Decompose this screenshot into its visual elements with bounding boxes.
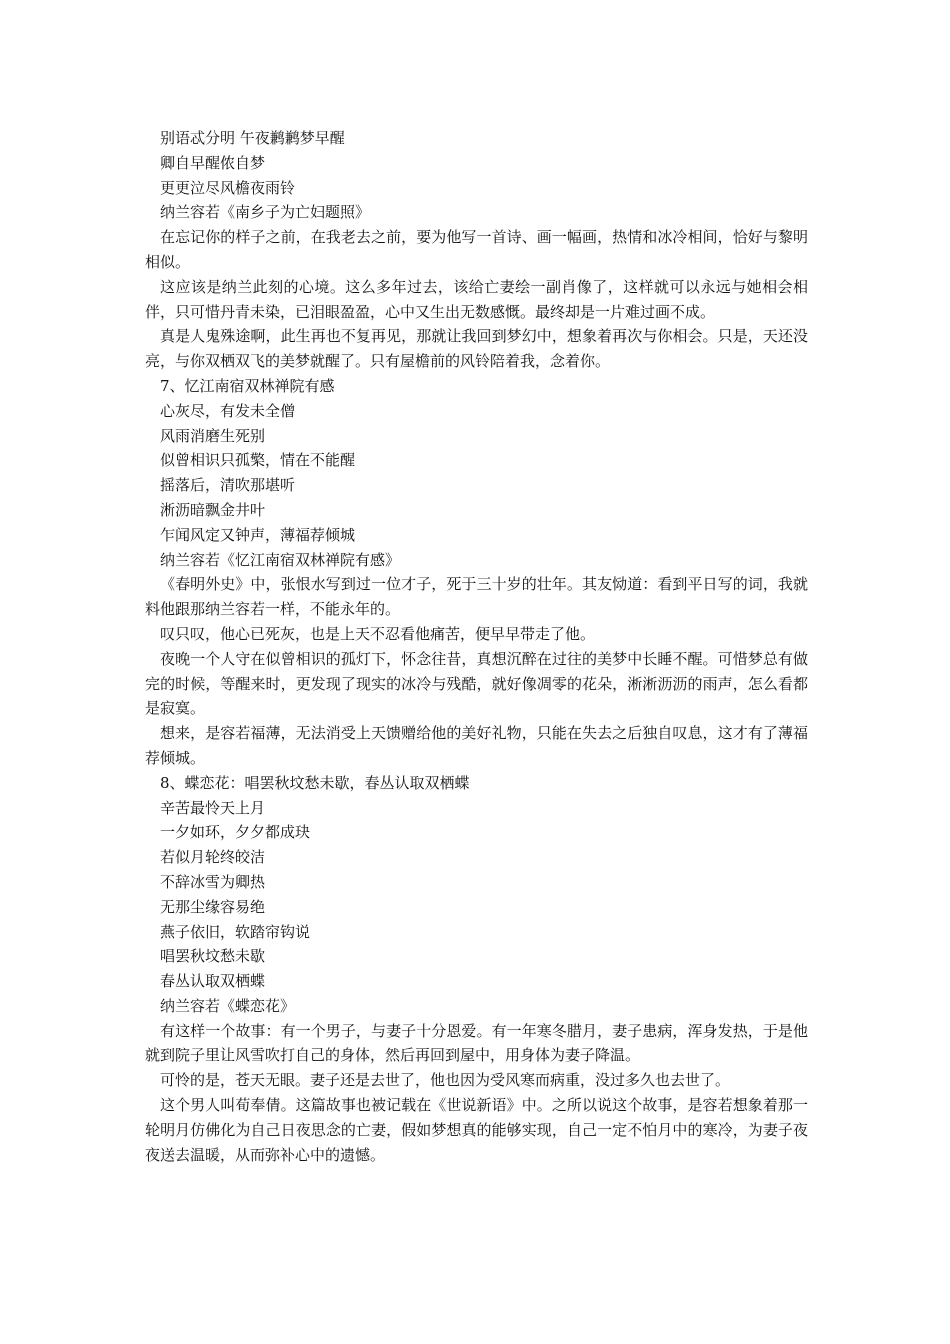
poem-line: 春丛认取双栖蝶 bbox=[160, 972, 266, 991]
poem-line: 似曾相识只孤檠，情在不能醒 bbox=[160, 451, 356, 470]
body-paragraph: 叹只叹，他心已死灰，也是上天不忍看他痛苦，便早早带走了他。 bbox=[160, 624, 596, 643]
poem-line: 摇落后，清吹那堪听 bbox=[160, 476, 296, 495]
body-paragraph: 可怜的是，苍天无眼。妻子还是去世了，他也因为受风寒而病重，没过多久也去世了。 bbox=[160, 1071, 731, 1090]
body-paragraph: 这个男人叫荀奉倩。这篇故事也被记载在《世说新语》中。之所以说这个故事，是容若想象着那一轮明月仿佛化为自己日夜思念的亡妻，假如梦想真的能够实现，自己一定不怕月中的寒冷，为妻子夜夜送去温暖，从而弥补心中的遗憾。 bbox=[145, 1096, 808, 1164]
poem-line: 别语忒分明 午夜鹣鹣梦早醒 bbox=[160, 129, 345, 147]
body-paragraph: 夜晚一个人守在似曾相识的孤灯下，怀念往昔，真想沉醉在过往的美梦中长睡不醒。可惜梦总有做完的时候，等醒来时，更发现了现实的冰冷与残酷，就好像凋零的花朵，淅淅沥沥的雨声，怎么看都是寂寞。 bbox=[145, 649, 808, 718]
poem-line: 风雨消磨生死别 bbox=[160, 426, 266, 445]
body-paragraph: 想来，是容若福薄，无法消受上天馈赠给他的美好礼物，只能在失去之后独自叹息，这才有了薄福荐倾城。 bbox=[145, 724, 808, 767]
body-paragraph: 在忘记你的样子之前，在我老去之前，要为他写一首诗、画一幅画，热情和冰冷相间，恰好与黎明相似。 bbox=[145, 228, 808, 271]
poem-attribution: 纳兰容若《忆江南宿双林禅院有感》 bbox=[160, 550, 401, 569]
poem-line: 无那尘缘容易绝 bbox=[160, 897, 266, 916]
body-paragraph: 真是人鬼殊途啊，此生再也不复再见，那就让我回到梦幻中，想象着再次与你相会。只是，天还没亮，与你双栖双飞的美梦就醒了。只有屋檐前的风铃陪着我，念着你。 bbox=[145, 327, 808, 371]
poem-line: 心灰尽，有发未全僧 bbox=[160, 401, 296, 420]
poem-line: 不辞冰雪为卿热 bbox=[160, 872, 266, 891]
poem-line: 乍闻风定又钟声，薄福荐倾城 bbox=[160, 525, 356, 544]
poem-line: 辛苦最怜天上月 bbox=[160, 798, 266, 817]
section-heading: 7、忆江南宿双林禅院有感 bbox=[160, 376, 335, 395]
poem-line: 燕子依旧，软踏帘钩说 bbox=[160, 922, 311, 941]
poem-line: 一夕如环，夕夕都成玦 bbox=[160, 823, 311, 842]
poem-attribution: 纳兰容若《南乡子为亡妇题照》 bbox=[160, 203, 371, 222]
body-paragraph: 这应该是纳兰此刻的心境。这么多年过去，该给亡妻绘一副肖像了，这样就可以永远与她相会相伴，只可惜丹青未染，已泪眼盈盈，心中又生出无数感慨。最终却是一片难过画不成。 bbox=[145, 277, 808, 321]
body-paragraph: 《春明外史》中，张恨水写到过一位才子，死于三十岁的壮年。其友恸道：看到平日写的词，我就料他跟那纳兰容若一样，不能永年的。 bbox=[145, 575, 808, 619]
poem-line: 唱罢秋坟愁未歇 bbox=[160, 947, 266, 966]
body-paragraph: 有这样一个故事：有一个男子，与妻子十分恩爱。有一年寒冬腊月，妻子患病，浑身发热，于是他就到院子里让风雪吹打自己的身体，然后再回到屋中，用身体为妻子降温。 bbox=[145, 1021, 808, 1065]
section-heading: 8、蝶恋花：唱罢秋坟愁未歇，春丛认取双栖蝶 bbox=[160, 773, 470, 792]
poem-line: 淅沥暗飘金井叶 bbox=[160, 500, 266, 519]
poem-line: 更更泣尽风檐夜雨铃 bbox=[160, 178, 296, 197]
document-body bbox=[145, 126, 808, 1167]
poem-line: 卿自早醒侬自梦 bbox=[160, 153, 266, 172]
poem-line: 若似月轮终皎洁 bbox=[160, 848, 266, 867]
poem-attribution: 纳兰容若《蝶恋花》 bbox=[160, 996, 296, 1015]
